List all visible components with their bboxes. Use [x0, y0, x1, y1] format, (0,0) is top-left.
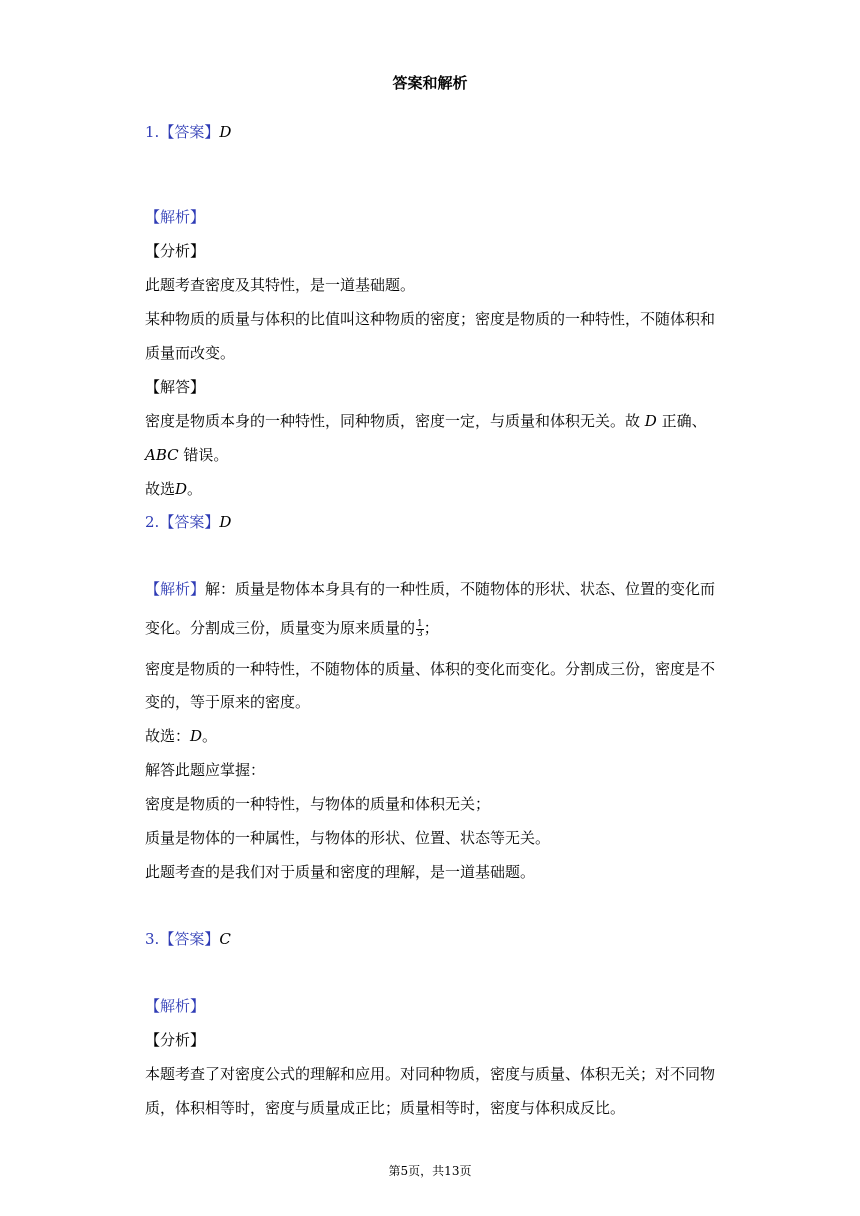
q1-conclusion-text: 故选 [145, 480, 176, 498]
q1-jieda-line [145, 411, 707, 431]
q1-jieda-text: 正确、 [661, 412, 707, 430]
q3-fenxi-line: 本题考查了对密度公式的理解和应用。对同种物质，密度与质量、体积无关；对不同物 [145, 1065, 716, 1083]
q3-analysis-tag: 【解析】 [145, 997, 206, 1015]
q2-analysis-line [145, 579, 715, 599]
q1-conclusion-var: D [175, 480, 188, 498]
q2-conclusion-text: 。 [202, 727, 218, 745]
q3-answer-line [145, 929, 231, 949]
q1-conclusion [145, 479, 202, 499]
q2-analysis-line: 密度是物质的一种特性，不随物体的质量、体积的变化而变化。分割成三份，密度是不 [145, 660, 716, 678]
q2-analysis-line: 密度是物质的一种特性，与物体的质量和体积无关； [145, 795, 491, 813]
fraction-denominator: 3 [417, 628, 423, 639]
q1-conclusion-text: 。 [187, 480, 203, 498]
page-footer: 第5页，共13页 [388, 1164, 472, 1178]
q2-analysis-line: 变的，等于原来的密度。 [145, 693, 311, 711]
q2-analysis-tag: 【解析】 [145, 580, 206, 598]
q1-answer-tag: 【答案】 [159, 123, 220, 141]
q1-jieda-var: ABC [145, 446, 179, 464]
q2-conclusion-text: 故选： [145, 727, 191, 745]
q1-answer-line [145, 122, 231, 142]
q2-analysis-text: ； [423, 619, 439, 637]
q3-number: 3. [145, 930, 160, 948]
q1-jieda-text: 错误。 [183, 446, 229, 464]
q2-analysis-text: 变化。分割成三份，质量变为原来质量的 [145, 619, 416, 637]
q1-jieda-tag: 【解答】 [145, 378, 206, 396]
q3-fenxi-line: 质，体积相等时，密度与质量成正比；质量相等时，密度与体积成反比。 [145, 1099, 626, 1117]
q1-answer: D [219, 123, 232, 141]
q2-answer: D [219, 513, 232, 531]
fraction-numerator: 1 [417, 618, 423, 629]
q2-analysis-text: 解：质量是物体本身具有的一种性质，不随物体的形状、状态、位置的变化而 [205, 580, 716, 598]
q1-fenxi-tag: 【分析】 [145, 242, 206, 260]
q1-fenxi-line: 某种物质的质量与体积的比值叫这种物质的密度；密度是物质的一种特性，不随体积和 [145, 310, 716, 328]
q2-conclusion-var: D [190, 727, 203, 745]
q3-answer-tag: 【答案】 [159, 930, 220, 948]
q3-fenxi-tag: 【分析】 [145, 1031, 206, 1049]
q1-analysis-tag: 【解析】 [145, 208, 206, 226]
q1-jieda-var: D [644, 412, 657, 430]
q2-answer-tag: 【答案】 [159, 513, 220, 531]
one-third-fraction [416, 620, 424, 639]
page-title: 答案和解析 [392, 74, 468, 92]
q2-analysis-line [145, 618, 439, 639]
q3-answer: C [219, 930, 231, 948]
q2-answer-line [145, 512, 231, 532]
q1-jieda-line [145, 445, 228, 465]
q2-number: 2. [145, 513, 160, 531]
q2-analysis-line: 此题考查的是我们对于质量和密度的理解，是一道基础题。 [145, 863, 536, 881]
q1-number: 1. [145, 123, 160, 141]
q2-conclusion [145, 726, 217, 746]
q2-analysis-line: 质量是物体的一种属性，与物体的形状、位置、状态等无关。 [145, 829, 551, 847]
q2-analysis-line: 解答此题应掌握： [145, 761, 266, 779]
q1-jieda-text: 密度是物质本身的一种特性，同种物质，密度一定，与质量和体积无关。故 [145, 412, 641, 430]
q1-fenxi-line: 质量而改变。 [145, 344, 236, 362]
q1-fenxi-line: 此题考查密度及其特性，是一道基础题。 [145, 276, 416, 294]
